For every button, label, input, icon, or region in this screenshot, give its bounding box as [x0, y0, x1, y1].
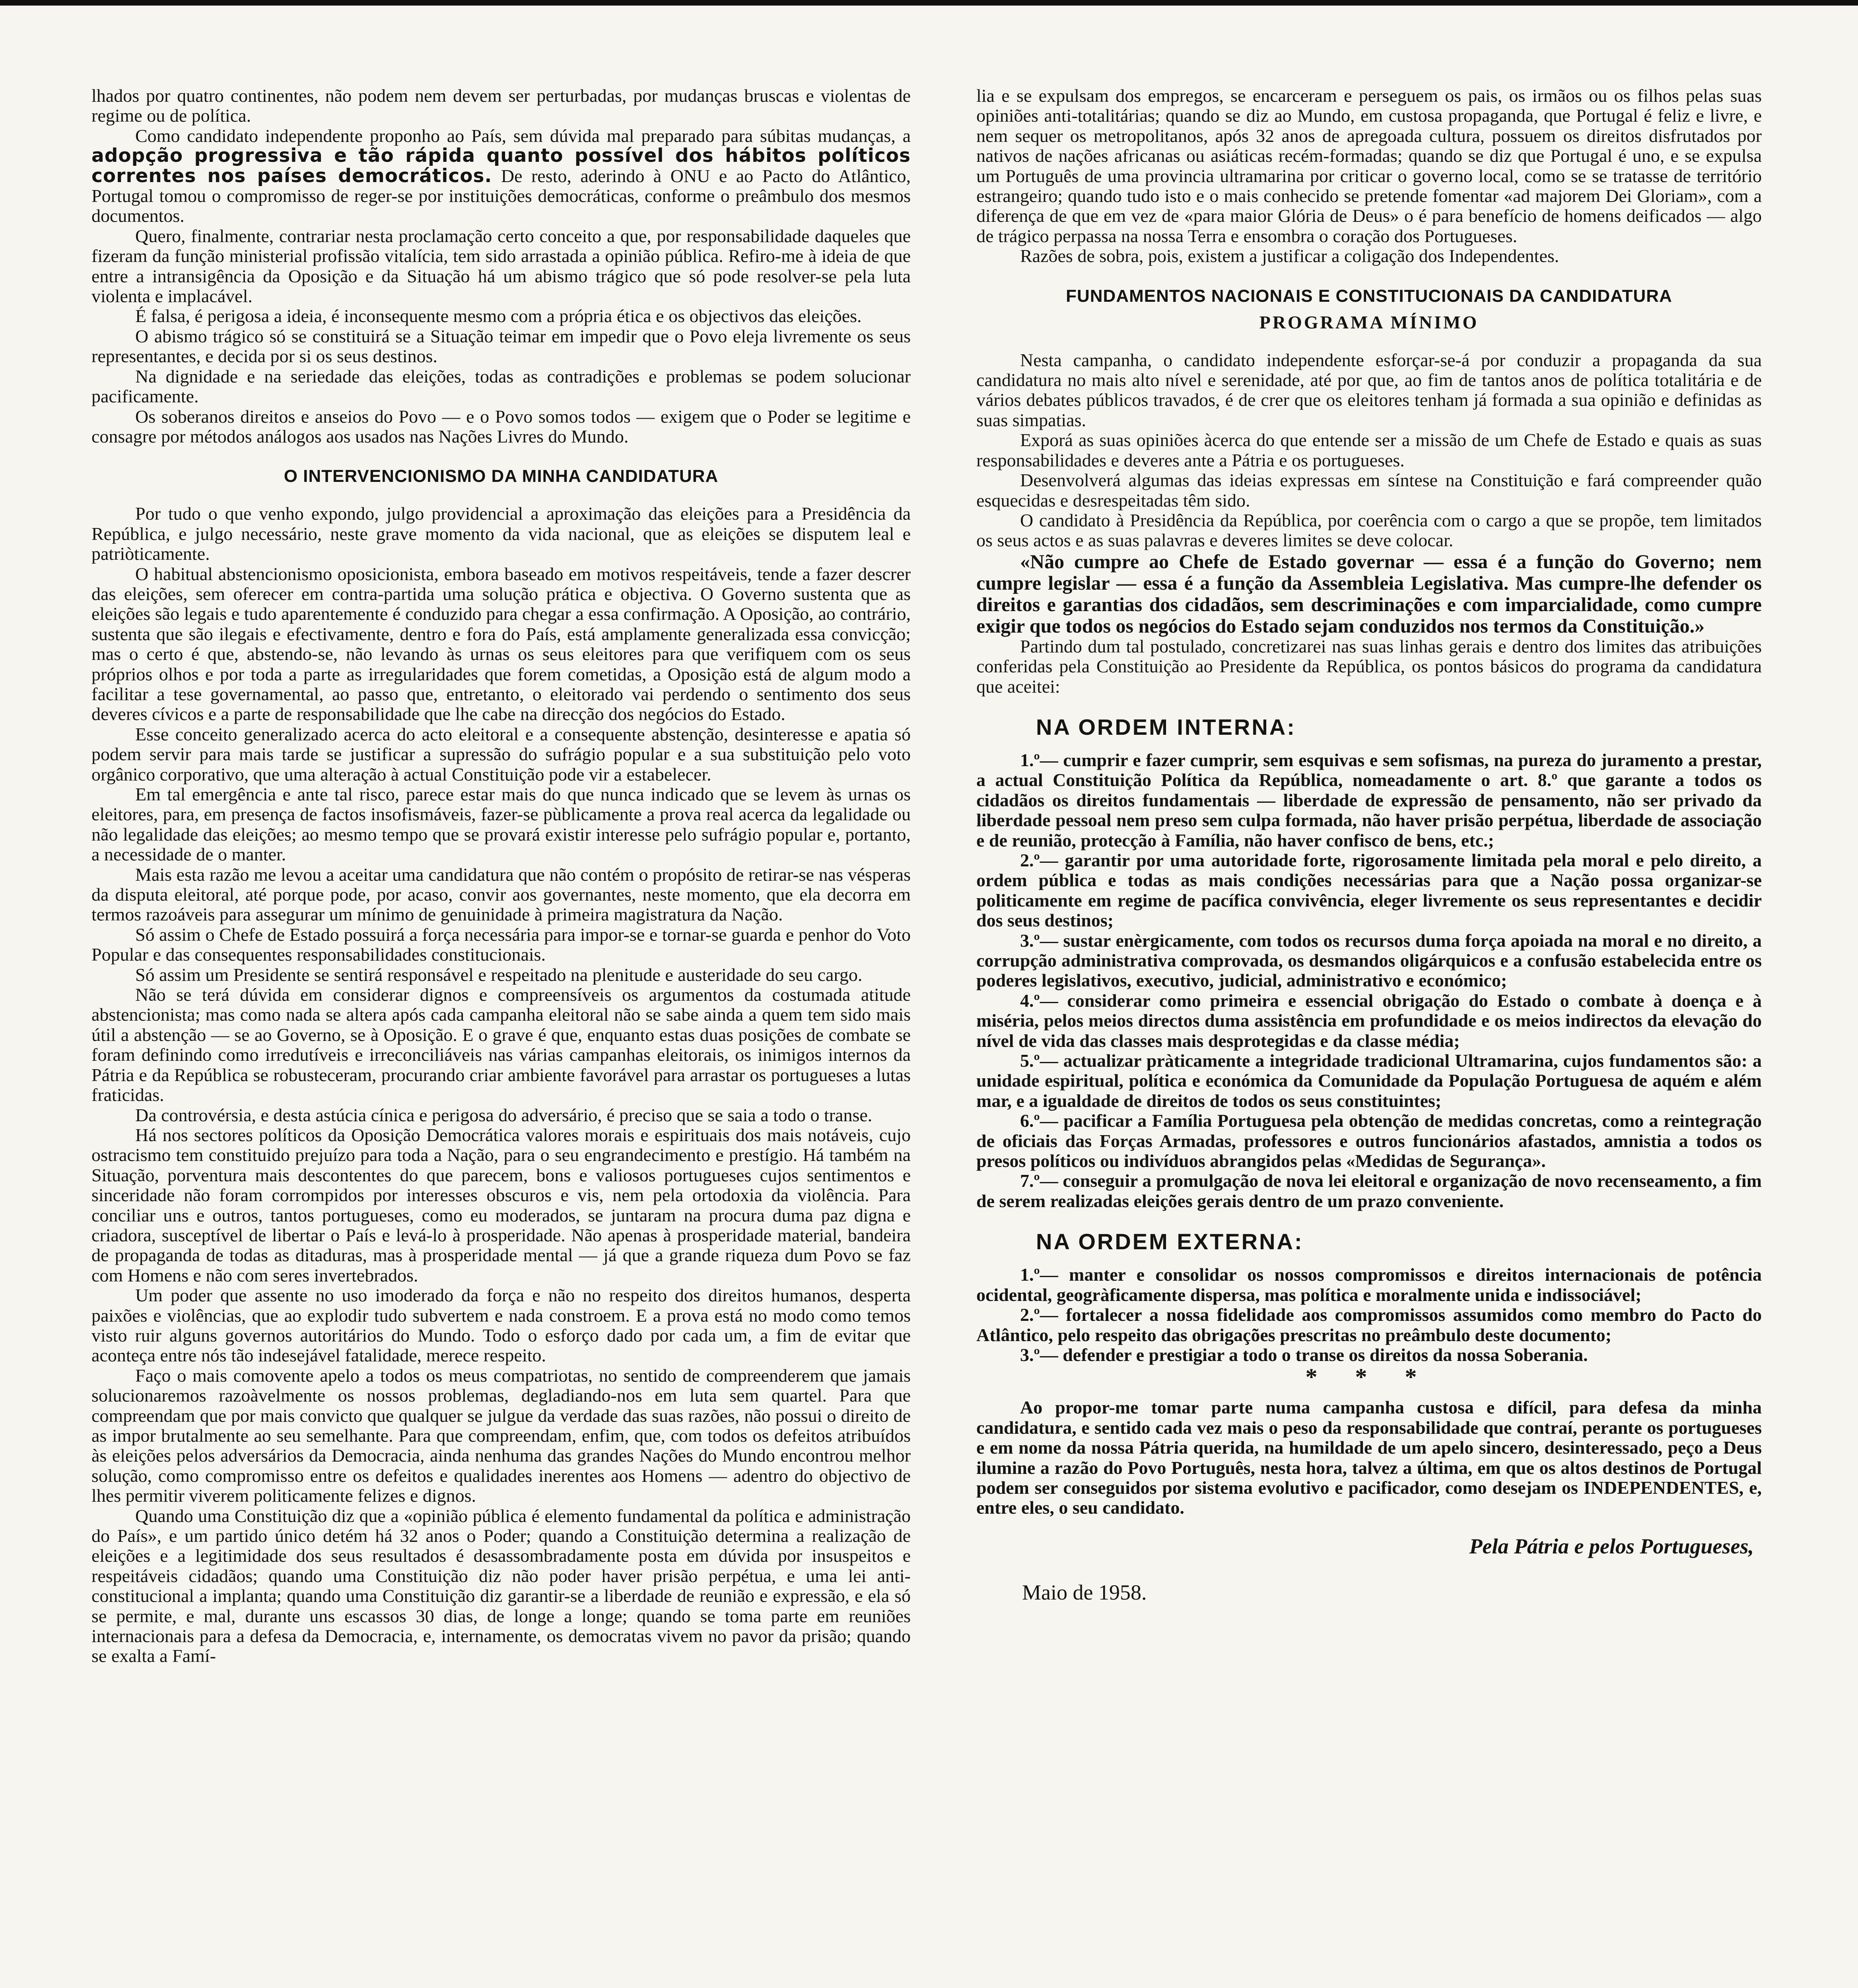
item-number: 5.º — [1020, 1050, 1040, 1071]
paragraph: Os soberanos direitos e anseios do Povo — e o Povo somos todos — exigem que o Poder se legitime e consagre por métodos análogos aos usados nas Nações Livres do Mundo. — [91, 406, 911, 447]
list-item — [976, 850, 1762, 931]
item-number: 1.º — [1020, 749, 1040, 770]
internal-order-heading: NA ORDEM INTERNA: — [1036, 714, 1296, 740]
list-item — [976, 1051, 1762, 1111]
item-text: — manter e consolidar os nossos compromissos e direitos internacionais de potência ocidental, geogràficamente dispersa, mas política e moralmente unida e indissociável; — [976, 1264, 1762, 1305]
bold-emphasis: adopção progressiva e tão rápida quanto possível dos hábitos políticos correntes nos países democráticos. — [91, 145, 911, 187]
list-item — [976, 1345, 1762, 1365]
paragraph: O abismo trágico só se constituirá se a Situação teimar em impedir que o Povo eleja livremente os seus representantes, e decida por si os seus destinos. — [91, 326, 911, 367]
paragraph: Por tudo o que venho expondo, julgo providencial a aproximação das eleições para a Presidência da República, e julgo necessário, neste grave momento da vida nacional, que as eleições se disputem leal e patriòticamente. — [91, 503, 911, 564]
paragraph: O habitual abstencionismo oposicionista, embora baseado em motivos respeitáveis, tende a fazer descrer das eleições, sem oferecer em contra-partida uma solução prática e objectiva. O Governo sustenta que as eleições são legais e tudo aparentemente é conduzido para chegar a essa confirmação. A Oposição, ao contrário, sustenta que são ilegais e efectivamente, dentro e fora do País, está amplamente generalizada essa convicção; mas o certo é que, abstendo-se, não levando às urnas os seus eleitores para que verifiquem com os seus próprios olhos e por toda a parte as irregularidades que forem cometidas, a Oposição está de algum modo a facilitar a tese governamental, ao passo que, entretanto, o eleitorado vai perdendo o sentimento dos seus deveres cívicos e a parte de responsabilidade que lhe cabe na direcção dos negócios do Estado. — [91, 563, 911, 724]
item-text: — fortalecer a nossa fidelidade aos compromissos assumidos como membro do Pacto do Atlântico, pelo respeito das obrigações prescritas no preâmbulo deste documento; — [976, 1305, 1762, 1345]
closing-paragraph: Ao propor-me tomar parte numa campanha custosa e difícil, para defesa da minha candidatura, e sentido cada vez mais o peso da responsabilidade que contraí, perante os portugueses e em nome da nossa Pátria querida, na humildade de um apelo sincero, desinteressado, peço a Deus ilumine a razão do Povo Português, nesta hora, talvez a última, em que os altos destinos de Portugal podem ser conseguidos por sistema evolutivo e pacificador, como desejam os INDEPENDENTES, e, entre eles, o seu candidato. — [976, 1397, 1762, 1518]
paragraph: Quero, finalmente, contrariar nesta proclamação certo conceito a que, por responsabilidade daqueles que fizeram da função ministerial profissão vitalícia, tem sido arrastada a opinião pública. Refiro-me à ideia de que entre a intransigência da Oposição e da Situação há um abismo trágico que só pode resolver-se pela luta violenta e implacável. — [91, 225, 911, 307]
paragraph: Nesta campanha, o candidato independente esforçar-se-á por conduzir a propaganda da sua candidatura no mais alto nível e serenidade, até por que, ao fim de tantos anos de política totalitária e de vários debates públicos travados, é de crer que os eleitores tenham já formada a sua opinião e definidas as suas simpatias. — [976, 349, 1762, 430]
list-item — [976, 1111, 1762, 1171]
item-text: — pacificar a Família Portuguesa pela obtenção de medidas concretas, como a reintegração de oficiais das Forças Armadas, professores e outros funcionários afastados, amnistia a todos os presos políticos ou indivíduos abrangidos pelas «Medidas de Segurança». — [976, 1110, 1762, 1171]
paragraph: Em tal emergência e ante tal risco, parece estar mais do que nunca indicado que se levem às urnas os eleitores, para, em presença de factos insofismáveis, fazer-se pùblicamente a prova real acerca da legalidade ou não legalidade das eleições; ao mesmo tempo que se provará existir interesse pelo sufrágio popular e, portanto, a necessidade de o manter. — [91, 784, 911, 865]
closing-motto: Pela Pátria e pelos Portugueses, — [1469, 1534, 1754, 1558]
item-number: 2.º — [1020, 850, 1040, 870]
external-order-heading: NA ORDEM EXTERNA: — [1036, 1229, 1304, 1254]
item-number: 7.º — [1020, 1171, 1040, 1191]
top-border-rule — [0, 0, 1858, 6]
right-column — [976, 86, 1762, 1605]
paragraph: Não se terá dúvida em considerar dignos e compreensíveis os argumentos da costumada atitude abstencionista; mas como nada se altera após cada campanha eleitoral não se sabe ainda a quem tem sido mais útil a abstenção — se ao Governo, se à Oposição. E o grave é que, enquanto estas duas posições de combate se foram definindo como irredutíveis e irreconciliáveis nas várias campanhas eleitorais, os inimigos internos da Pátria e da República se robusteceram, procurando criar ambiente favorável para arrastar os portugueses a lutas fraticidas. — [91, 984, 911, 1105]
internal-order-list — [976, 750, 1762, 1211]
paragraph: É falsa, é perigosa a ideia, é inconsequente mesmo com a própria ética e os objectivos das eleições. — [135, 306, 862, 326]
list-item — [976, 1305, 1762, 1345]
list-item — [976, 991, 1762, 1051]
paragraph: Há nos sectores políticos da Oposição Democrática valores morais e espirituais dos mais notáveis, cujo ostracismo tem constituido prejuízo para toda a Nação, para o seu engrandecimento e prestígio. Há também na Situação, porventura mais descontentes do que parecem, bons e valiosos portugueses cujos sentimentos e sinceridade não foram corrompidos por interesses obscuros e vis, nem pela ortodoxia da violência. Para conciliar uns e outros, tantos portugueses, como eu moderados, se juntaram na procura duma paz digna e criadora, susceptível de libertar o País e levá-lo à prosperidade. Não apenas à prosperidade material, bandeira de propaganda de todas as ditaduras, mas à prosperidade mental — já que a grande riqueza dum Povo se faz com Homens e não com seres invertebrados. — [91, 1124, 911, 1285]
item-text: — actualizar pràticamente a integridade tradicional Ultramarina, cujos fundamentos são: a unidade espiritual, política e económica da Comunidade da População Portuguesa de aquém e além mar, e a igualdade de direitos de todos os seus constituintes; — [976, 1050, 1762, 1111]
item-text: — sustar enèrgicamente, com todos os recursos duma força apoiada na moral e no direito, a corrupção administrativa comprovada, os desmandos oligárquicos e a confusão estabelecida entre os poderes legislativos, executivo, judicial, administrativo e económico; — [976, 930, 1762, 991]
list-item — [976, 1171, 1762, 1211]
paragraph: Mais esta razão me levou a aceitar uma candidatura que não contém o propósito de retirar-se nas vésperas da disputa eleitoral, até porque pode, por acaso, convir aos governantes, neste momento, que ela decorra em termos razoáveis para assegurar um mínimo de genuinidade à primeira magistratura da Nação. — [91, 864, 911, 925]
text-run: De resto, aderindo à ONU e ao Pacto do Atlântico, Portugal tomou o compromisso de reger-se por instituições democráticas, conforme o preâmbulo dos mesmos documentos. — [91, 165, 911, 226]
item-text: — garantir por uma autoridade forte, rigorosamente limitada pela moral e pelo direito, a ordem pública e todas as mais condições necessárias para que a Nação possa organizar-se politicamente em regime de pacífica convivência, eleger livremente os seus representantes e decidir dos seus destinos; — [976, 850, 1762, 931]
external-order-list — [976, 1265, 1762, 1365]
paragraph: O candidato à Presidência da República, por coerência com o cargo a que se propõe, tem limitados os seus actos e as suas palavras e deveres limites se deve colocar. — [976, 510, 1762, 551]
item-text: — defender e prestigiar a todo o transe os direitos da nossa Soberania. — [1040, 1344, 1588, 1365]
paragraph: Razões de sobra, pois, existem a justificar a coligação dos Independentes. — [1020, 246, 1559, 266]
paragraph: Esse conceito generalizado acerca do acto eleitoral e a consequente abstenção, desinteresse e apatia só podem servir para mais tarde se justificar a supressão do sufrágio popular e a sua substituição pelo voto orgânico corporativo, que uma alteração à actual Constituição pode vir a estabelecer. — [91, 724, 911, 784]
item-number: 4.º — [1020, 990, 1040, 1011]
paragraph: lia e se expulsam dos empregos, se encarceram e perseguem os pais, os irmãos ou os filhos pelas suas opiniões anti-totalitárias; quando se diz ao Mundo, em custosa propaganda, que Portugal é feliz e livre, e nem sequer os metropolitanos, após 32 anos de apregoada cultura, possuem os direitos disfrutados por nativos de nações africanas ou asiáticas recém-formadas; quando se diz que Portugal é uno, e se expulsa um Português de uma provincia ultramarina por criticar o governo local, como se se tratasse de território estrangeiro; quando tudo isto e o mais conhecido se pretende fomentar «ad majorem Dei Gloriam», com a diferença de que em vez de «para maior Glória de Deus» o é para benefício de homens deificados — algo de trágico perpassa na nossa Terra e ensombra o coração dos Portugueses. — [976, 85, 1762, 246]
paragraph: Partindo dum tal postulado, concretizarei nas suas linhas gerais e dentro dos limites das atribuições conferidas pela Constituição ao Presidente da República, os pontos básicos do programa da candidatura que aceitei: — [976, 636, 1762, 697]
left-column — [91, 86, 911, 1666]
paragraph: Só assim um Presidente se sentirá responsável e respeitado na plenitude e austeridade do seu cargo. — [135, 964, 863, 985]
paragraph — [91, 126, 911, 226]
constitution-quote: «Não cumpre ao Chefe de Estado governar — essa é a função do Governo; nem cumpre legislar — essa é a função da Assembleia Legislativa. Mas cumpre-lhe defender os direitos e garantias dos cidadãos, sem descriminações e com imparcialidade, como cumpre exigir que todos os negócios do Estado sejam conduzidos nos termos da Constituição.» — [976, 550, 1762, 637]
paragraph: Da controvérsia, e desta astúcia cínica e perigosa do adversário, é preciso que se saia a todo o transe. — [135, 1105, 873, 1125]
list-item — [976, 931, 1762, 991]
date-line: Maio de 1958. — [1022, 1580, 1147, 1604]
asterism-divider: * * * — [1305, 1364, 1433, 1390]
item-text: — cumprir e fazer cumprir, sem esquivas e sem sofismas, na pureza do juramento a prestar, a actual Constituição Política da República, nomeadamente o art. 8.º que garante a todos os cidadãos os direitos fundamentais — liberdade de expressão de pensamento, não ser privado da liberdade pessoal nem preso sem culpa formada, não haver prisão perpétua, liberdade de associação e de reunião, protecção à Família, não haver confisco de bens, etc.; — [976, 749, 1762, 850]
item-text: — considerar como primeira e essencial obrigação do Estado o combate à doença e à miséria, pelos meios directos duma assistência em profundidade e os meios indirectos da elevação do nível de vida das classes mais desprotegidas e da classe média; — [976, 990, 1762, 1051]
text-run: Como candidato independente proponho ao País, sem dúvida mal preparado para súbitas mudanças, a — [135, 125, 911, 146]
paragraph: Só assim o Chefe de Estado possuirá a força necessária para impor-se e tornar-se guarda e penhor do Voto Popular e das consequentes responsabilidades constitucionais. — [91, 924, 911, 965]
item-number: 3.º — [1020, 1344, 1040, 1365]
list-item — [976, 750, 1762, 850]
item-number: 6.º — [1020, 1110, 1040, 1131]
paragraph: Exporá as suas opiniões àcerca do que entende ser a missão de um Chefe de Estado e quais as suas responsabilidades e deveres ante a Pátria e os portugueses. — [976, 430, 1762, 470]
paragraph: Na dignidade e na seriedade das eleições, todas as contradições e problemas se podem solucionar pacificamente. — [91, 366, 911, 407]
item-number: 1.º — [1020, 1264, 1040, 1285]
item-number: 2.º — [1020, 1305, 1040, 1325]
item-text: — conseguir a promulgação de nova lei eleitoral e organização de novo recenseamento, a fim de serem realizadas eleições gerais dentro de um prazo conveniente. — [976, 1171, 1762, 1211]
paragraph: Faço o mais comovente apelo a todos os meus compatriotas, no sentido de compreenderem que jamais solucionaremos razoàvelmente os nossos problemas, degladiando-nos em luta sem quartel. Para que compreendam que por mais convicto que qualquer se julgue da verdade das suas razões, não possui o direito de as impor brutalmente ao seu semelhante. Para que compreendam, enfim, que, com todos os defeitos atribuídos às eleições pelos adversários da Democracia, ainda nenhuma das grandes Nações do Mundo encontrou melhor solução, como compromisso entre os defeitos e qualidades inerentes aos Homens — adentro do objectivo de lhes permitir viverem politicamente felizes e dignos. — [91, 1365, 911, 1506]
paragraph: Um poder que assente no uso imoderado da força e não no respeito dos direitos humanos, desperta paixões e violências, que ao explodir tudo subvertem e nada constroem. E a prova está no modo como temos visto ruir alguns governos autoritários do Mundo. Todo o esforço dado por cada um, a fim de evitar que aconteça entre nós tão indesejável fatalidade, merece respeito. — [91, 1285, 911, 1366]
paragraph: Desenvolverá algumas das ideias expressas em síntese na Constituição e fará compreender quão esquecidas e desrespeitadas têm sido. — [976, 470, 1762, 511]
section-heading: O INTERVENCIONISMO DA MINHA CANDIDATURA — [284, 466, 719, 486]
section-subheading: PROGRAMA MÍNIMO — [1259, 312, 1479, 332]
item-number: 3.º — [1020, 930, 1040, 951]
list-item — [976, 1265, 1762, 1305]
paragraph: lhados por quatro continentes, não podem nem devem ser perturbadas, por mudanças bruscas e violentas de regime ou de política. — [91, 85, 911, 126]
section-heading: FUNDAMENTOS NACIONAIS E CONSTITUCIONAIS DA CANDIDATURA — [1066, 286, 1672, 306]
paragraph: Quando uma Constituição diz que a «opinião pública é elemento fundamental da política e administração do País», e um partido único detém há 32 anos o Poder; quando a Constituição determina a realização de eleições e a legitimidade dos seus resultados é desassombradamente posta em dúvida por insuspeitos e respeitáveis cidadãos; quando uma Constituição diz não poder haver prisão perpétua, e uma lei anti-constitucional a implanta; quando uma Constituição diz garantir-se a liberdade de reunião e expressão, e ela só se permite, e mal, durante uns escassos 30 dias, de longe a longe; quando se toma parte em reuniões internacionais para a defesa da Democracia, e, internamente, os democratas vivem no pavor da prisão; quando se exalta a Famí- — [91, 1505, 911, 1666]
